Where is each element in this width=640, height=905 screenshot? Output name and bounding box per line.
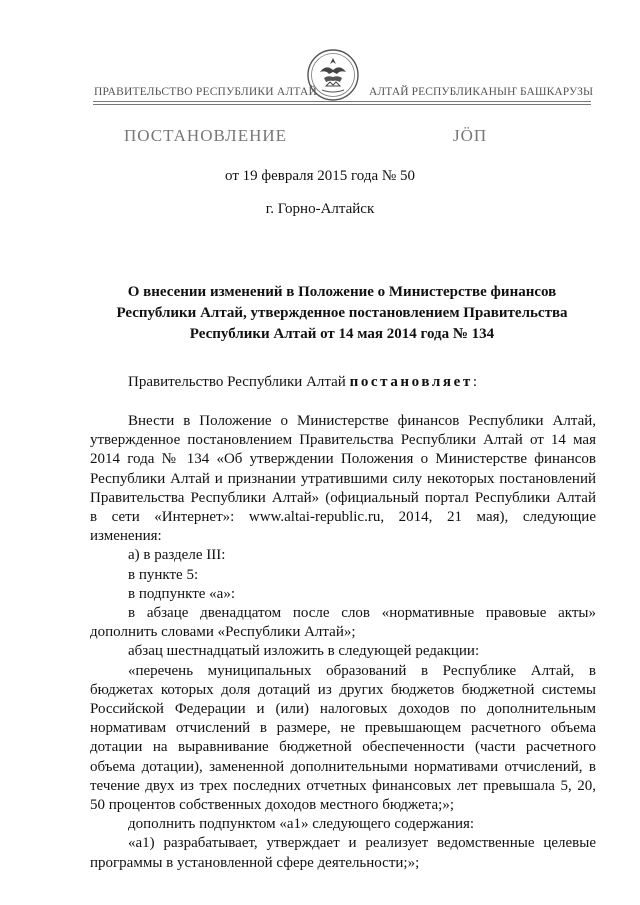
title-line: Республики Алтай, утвержденное постановлением Правительства xyxy=(116,305,568,321)
doc-type-alt: ЈӦП xyxy=(453,126,488,145)
text-line: нормативам отчислений в размере, не превышающем расчетного объема xyxy=(90,720,596,737)
text-line: программы в установленной сфере деятельности;»; xyxy=(90,854,420,871)
text-line: дополнить словами «Республики Алтай»; xyxy=(90,624,356,641)
text-line: в сети «Интернет»: www.altai-republic.ru, 2014, 21 мая), следующие xyxy=(90,509,596,526)
doc-date: от 19 февраля 2015 года № 50 xyxy=(225,168,415,184)
text-line: Правительства Республики Алтай» (официальный портал Республики Алтай xyxy=(90,489,596,506)
coat-of-arms-icon xyxy=(306,48,360,102)
text-line: течение двух из трех последних отчетных финансовых лет превышала 5, 20, xyxy=(90,777,596,794)
list-item: в подпункте «а»: xyxy=(128,585,235,602)
intro-colon: : xyxy=(472,374,478,390)
list-item: в пункте 5: xyxy=(128,566,199,583)
text-line: утвержденное постановлением Правительства Республики Алтай от 14 мая xyxy=(90,432,596,449)
header-left-org: ПРАВИТЕЛЬСТВО РЕСПУБЛИКИ АЛТАЙ xyxy=(94,86,318,98)
text-line: «а1) разрабатывает, утверждает и реализует ведомственные целевые xyxy=(128,835,596,852)
title-line: О внесении изменений в Положение о Министерстве финансов xyxy=(127,284,557,300)
doc-city: г. Горно-Алтайск xyxy=(265,201,375,217)
text-line: объема дотации), замененной дополнительными нормативами отчислений, в xyxy=(90,758,596,775)
text-line: Внести в Положение о Министерстве финансов Республики Алтай, xyxy=(128,413,596,429)
doc-title xyxy=(90,282,594,345)
intro-text: Правительство Республики Алтай xyxy=(128,374,350,390)
header-divider-bottom xyxy=(93,104,591,105)
text-line: дотации на выравнивание бюджетной обеспеченности (части расчетного xyxy=(90,739,596,756)
header-right-org: АЛТАЙ РЕСПУБЛИКАНЫҤ БАШКАРУЗЫ xyxy=(369,86,594,98)
list-item: а) в разделе III: xyxy=(128,547,226,564)
text-line: дополнить подпунктом «а1» следующего содержания: xyxy=(128,816,475,833)
text-line: 2014 года № 134 «Об утверждении Положения о Министерстве финансов xyxy=(90,451,596,468)
text-line: абзац шестнадцатый изложить в следующей редакции: xyxy=(128,643,480,660)
paragraph-1 xyxy=(90,412,596,873)
text-line: 50 процентов собственных доходов местного бюджета;»; xyxy=(90,797,454,814)
intro-paragraph xyxy=(128,373,528,392)
text-line: бюджетах которых доля дотаций из других бюджетов бюджетной системы xyxy=(90,681,596,698)
text-line: «перечень муниципальных образований в Республике Алтай, в xyxy=(128,662,596,679)
text-line: в абзаце двенадцатом после слов «нормативные правовые акты» xyxy=(128,605,596,622)
doc-type-ru: ПОСТАНОВЛЕНИЕ xyxy=(124,126,288,145)
text-line: Российской Федерации и (или) налоговых доходов по дополнительным xyxy=(90,701,596,718)
text-line: изменения: xyxy=(90,528,162,545)
text-line: Республики Алтай и признании утратившими силу некоторых постановлений xyxy=(90,470,596,487)
title-line: Республики Алтай от 14 мая 2014 года № 134 xyxy=(189,326,495,342)
intro-keyword: постановляет xyxy=(349,374,473,390)
